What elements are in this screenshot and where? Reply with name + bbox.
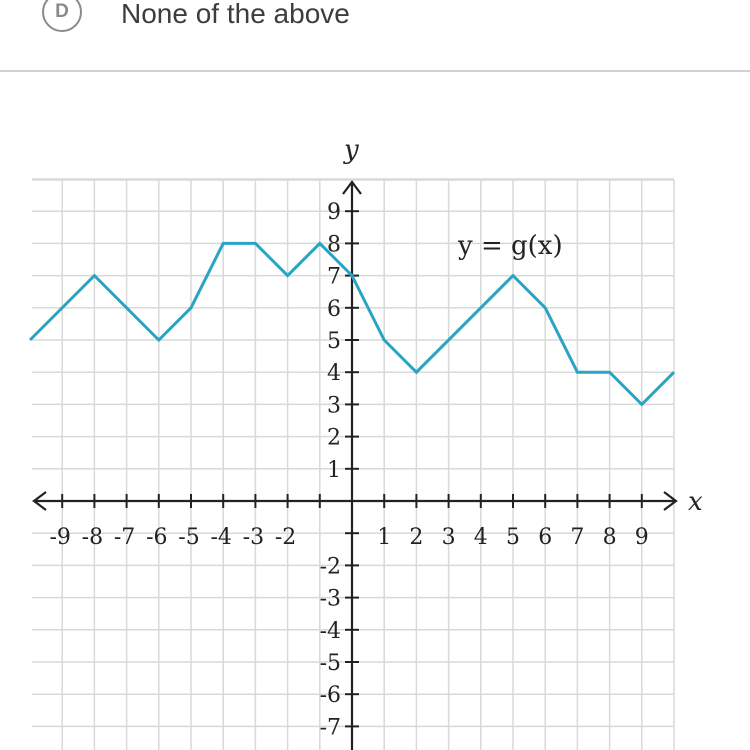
x-tick-label: -6 (146, 525, 168, 550)
y-axis-label: y (344, 135, 359, 165)
y-tick-label: -2 (319, 554, 341, 580)
x-tick-label: 9 (634, 525, 649, 550)
x-tick-label: 2 (409, 525, 424, 550)
tick-labels (49, 200, 648, 740)
x-tick-label: -2 (274, 525, 297, 550)
x-tick-label: -5 (178, 525, 200, 550)
y-tick-label: 9 (327, 200, 341, 226)
x-tick-label: -9 (49, 525, 71, 550)
y-tick-label: 3 (327, 393, 341, 419)
y-tick-label: -4 (319, 618, 341, 644)
x-tick-label: -3 (242, 525, 265, 550)
y-tick-label: -7 (319, 715, 341, 741)
y-tick-label: 4 (327, 361, 341, 387)
y-tick-label: 8 (327, 232, 341, 258)
x-tick-label: 4 (473, 525, 488, 550)
x-tick-label: -4 (210, 525, 232, 550)
function-label: y = g(x) (458, 231, 563, 261)
y-tick-label: 1 (327, 457, 341, 483)
x-tick-label: -7 (113, 525, 136, 550)
axes (34, 182, 676, 750)
x-tick-label: 6 (538, 525, 553, 550)
x-tick-label: 3 (441, 525, 456, 550)
option-text[interactable]: None of the above (121, 0, 350, 29)
x-tick-label: 5 (506, 525, 520, 550)
x-tick-label: 8 (602, 525, 617, 550)
y-tick-label: -6 (319, 683, 341, 709)
x-tick-label: -8 (81, 525, 104, 550)
y-tick-label: 5 (327, 329, 341, 354)
x-tick-label: 7 (570, 525, 585, 550)
y-tick-label: 7 (327, 264, 341, 290)
y-tick-label: 2 (327, 425, 341, 451)
y-tick-label: -3 (319, 586, 341, 612)
y-tick-label: -5 (319, 651, 341, 676)
y-tick-label: 6 (327, 296, 341, 322)
option-letter-badge[interactable]: D (42, 0, 82, 32)
x-tick-label: 1 (377, 525, 392, 550)
x-axis-label: x (688, 487, 703, 517)
